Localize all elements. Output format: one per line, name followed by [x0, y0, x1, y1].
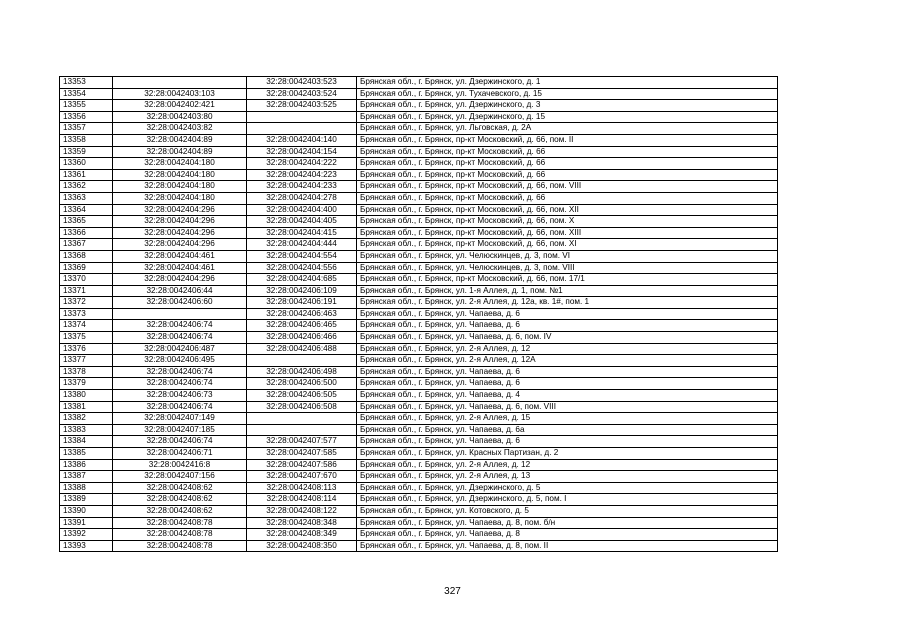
row-number-cell: 13386	[60, 459, 113, 471]
land-cadastral-number-cell: 32:28:0042407:149	[113, 413, 247, 425]
table-row	[60, 540, 778, 552]
object-cadastral-number-cell: 32:28:0042404:154	[247, 146, 357, 158]
object-cadastral-number-cell: 32:28:0042407:670	[247, 471, 357, 483]
address-cell: Брянская обл., г. Брянск, ул. Дзержинского, д. 1	[357, 77, 778, 89]
table-row	[60, 529, 778, 541]
table-row	[60, 308, 778, 320]
land-cadastral-number-cell: 32:28:0042404:296	[113, 216, 247, 228]
row-number-cell: 13357	[60, 123, 113, 135]
land-cadastral-number-cell: 32:28:0042404:180	[113, 158, 247, 170]
object-cadastral-number-cell	[247, 424, 357, 436]
land-cadastral-number-cell: 32:28:0042404:461	[113, 250, 247, 262]
land-cadastral-number-cell: 32:28:0042406:74	[113, 332, 247, 344]
land-cadastral-number-cell	[113, 308, 247, 320]
row-number-cell: 13379	[60, 378, 113, 390]
object-cadastral-number-cell: 32:28:0042406:508	[247, 401, 357, 413]
row-number-cell: 13392	[60, 529, 113, 541]
row-number-cell: 13391	[60, 517, 113, 529]
address-cell: Брянская обл., г. Брянск, ул. 2-я Аллея, д. 12	[357, 459, 778, 471]
object-cadastral-number-cell: 32:28:0042408:122	[247, 505, 357, 517]
land-cadastral-number-cell: 32:28:0042408:78	[113, 517, 247, 529]
row-number-cell: 13360	[60, 158, 113, 170]
object-cadastral-number-cell: 32:28:0042406:465	[247, 320, 357, 332]
row-number-cell: 13373	[60, 308, 113, 320]
row-number-cell: 13366	[60, 227, 113, 239]
row-number-cell: 13375	[60, 332, 113, 344]
table-row	[60, 111, 778, 123]
object-cadastral-number-cell: 32:28:0042406:466	[247, 332, 357, 344]
table-row	[60, 204, 778, 216]
land-cadastral-number-cell: 32:28:0042404:180	[113, 169, 247, 181]
table-row	[60, 482, 778, 494]
object-cadastral-number-cell: 32:28:0042406:109	[247, 285, 357, 297]
land-cadastral-number-cell: 32:28:0042406:60	[113, 297, 247, 309]
land-cadastral-number-cell: 32:28:0042404:180	[113, 181, 247, 193]
table-row	[60, 343, 778, 355]
table-row	[60, 134, 778, 146]
address-cell: Брянская обл., г. Брянск, ул. Чапаева, д. 8, пом. II	[357, 540, 778, 552]
object-cadastral-number-cell: 32:28:0042408:349	[247, 529, 357, 541]
address-cell: Брянская обл., г. Брянск, пр-кт Московский, д. 66, пом. VIII	[357, 181, 778, 193]
address-cell: Брянская обл., г. Брянск, ул. Дзержинского, д. 3	[357, 100, 778, 112]
object-cadastral-number-cell: 32:28:0042407:577	[247, 436, 357, 448]
address-cell: Брянская обл., г. Брянск, ул. Чапаева, д. 6, пом. VIII	[357, 401, 778, 413]
row-number-cell: 13376	[60, 343, 113, 355]
address-cell: Брянская обл., г. Брянск, ул. Чапаева, д. 6	[357, 308, 778, 320]
address-cell: Брянская обл., г. Брянск, пр-кт Московский, д. 66, пом. XII	[357, 204, 778, 216]
row-number-cell: 13356	[60, 111, 113, 123]
row-number-cell: 13363	[60, 192, 113, 204]
land-cadastral-number-cell: 32:28:0042404:461	[113, 262, 247, 274]
row-number-cell: 13358	[60, 134, 113, 146]
address-cell: Брянская обл., г. Брянск, ул. 1-я Аллея, д. 1, пом. №1	[357, 285, 778, 297]
address-cell: Брянская обл., г. Брянск, ул. Красных Партизан, д. 2	[357, 448, 778, 460]
object-cadastral-number-cell: 32:28:0042404:140	[247, 134, 357, 146]
row-number-cell: 13367	[60, 239, 113, 251]
address-cell: Брянская обл., г. Брянск, ул. Чапаева, д. 6	[357, 320, 778, 332]
table-row	[60, 494, 778, 506]
object-cadastral-number-cell	[247, 111, 357, 123]
land-cadastral-number-cell: 32:28:0042404:296	[113, 204, 247, 216]
object-cadastral-number-cell: 32:28:0042407:586	[247, 459, 357, 471]
address-cell: Брянская обл., г. Брянск, ул. 2-я Аллея, д. 15	[357, 413, 778, 425]
object-cadastral-number-cell: 32:28:0042404:223	[247, 169, 357, 181]
object-cadastral-number-cell: 32:28:0042404:444	[247, 239, 357, 251]
object-cadastral-number-cell: 32:28:0042404:554	[247, 250, 357, 262]
object-cadastral-number-cell: 32:28:0042403:525	[247, 100, 357, 112]
land-cadastral-number-cell: 32:28:0042408:78	[113, 529, 247, 541]
object-cadastral-number-cell: 32:28:0042406:505	[247, 390, 357, 402]
object-cadastral-number-cell: 32:28:0042406:488	[247, 343, 357, 355]
table-row	[60, 158, 778, 170]
land-cadastral-number-cell: 32:28:0042404:296	[113, 274, 247, 286]
address-cell: Брянская обл., г. Брянск, ул. 2-я Аллея, д. 12а, кв. 1#, пом. 1	[357, 297, 778, 309]
table-row	[60, 332, 778, 344]
address-cell: Брянская обл., г. Брянск, ул. Чапаева, д. 8	[357, 529, 778, 541]
row-number-cell: 13378	[60, 366, 113, 378]
land-cadastral-number-cell: 32:28:0042408:62	[113, 494, 247, 506]
object-cadastral-number-cell: 32:28:0042407:585	[247, 448, 357, 460]
row-number-cell: 13380	[60, 390, 113, 402]
address-cell: Брянская обл., г. Брянск, ул. Дзержинского, д. 5	[357, 482, 778, 494]
land-cadastral-number-cell: 32:28:0042403:80	[113, 111, 247, 123]
land-cadastral-number-cell: 32:28:0042407:185	[113, 424, 247, 436]
table-row	[60, 378, 778, 390]
land-cadastral-number-cell: 32:28:0042404:180	[113, 192, 247, 204]
land-cadastral-number-cell: 32:28:0042406:44	[113, 285, 247, 297]
object-cadastral-number-cell: 32:28:0042406:498	[247, 366, 357, 378]
land-cadastral-number-cell: 32:28:0042406:74	[113, 320, 247, 332]
object-cadastral-number-cell: 32:28:0042404:278	[247, 192, 357, 204]
address-cell: Брянская обл., г. Брянск, пр-кт Московский, д. 66, пом. X	[357, 216, 778, 228]
land-cadastral-number-cell: 32:28:0042408:62	[113, 482, 247, 494]
table-row	[60, 320, 778, 332]
table-row	[60, 505, 778, 517]
address-cell: Брянская обл., г. Брянск, ул. Чапаева, д. 8, пом. б/н	[357, 517, 778, 529]
address-cell: Брянская обл., г. Брянск, ул. Льговская, д. 2А	[357, 123, 778, 135]
row-number-cell: 13359	[60, 146, 113, 158]
land-cadastral-number-cell: 32:28:0042404:89	[113, 146, 247, 158]
object-cadastral-number-cell: 32:28:0042404:685	[247, 274, 357, 286]
page-number: 327	[444, 586, 461, 597]
row-number-cell: 13368	[60, 250, 113, 262]
row-number-cell: 13353	[60, 77, 113, 89]
object-cadastral-number-cell: 32:28:0042404:233	[247, 181, 357, 193]
table-row	[60, 517, 778, 529]
row-number-cell: 13382	[60, 413, 113, 425]
row-number-cell: 13362	[60, 181, 113, 193]
land-cadastral-number-cell: 32:28:0042408:62	[113, 505, 247, 517]
land-cadastral-number-cell: 32:28:0042404:296	[113, 239, 247, 251]
row-number-cell: 13369	[60, 262, 113, 274]
address-cell: Брянская обл., г. Брянск, пр-кт Московский, д. 66, пом. 17/1	[357, 274, 778, 286]
object-cadastral-number-cell: 32:28:0042404:405	[247, 216, 357, 228]
address-cell: Брянская обл., г. Брянск, пр-кт Московский, д. 66	[357, 192, 778, 204]
row-number-cell: 13390	[60, 505, 113, 517]
table-row	[60, 436, 778, 448]
land-cadastral-number-cell: 32:28:0042403:103	[113, 88, 247, 100]
row-number-cell: 13377	[60, 355, 113, 367]
address-cell: Брянская обл., г. Брянск, ул. 2-я Аллея, д. 12	[357, 343, 778, 355]
table-row	[60, 100, 778, 112]
land-cadastral-number-cell: 32:28:0042404:296	[113, 227, 247, 239]
row-number-cell: 13393	[60, 540, 113, 552]
row-number-cell: 13388	[60, 482, 113, 494]
land-cadastral-number-cell: 32:28:0042403:82	[113, 123, 247, 135]
land-cadastral-number-cell: 32:28:0042406:495	[113, 355, 247, 367]
row-number-cell: 13355	[60, 100, 113, 112]
row-number-cell: 13387	[60, 471, 113, 483]
object-cadastral-number-cell	[247, 123, 357, 135]
address-cell: Брянская обл., г. Брянск, ул. Чапаева, д. 4	[357, 390, 778, 402]
row-number-cell: 13384	[60, 436, 113, 448]
object-cadastral-number-cell: 32:28:0042403:523	[247, 77, 357, 89]
table-row	[60, 390, 778, 402]
address-cell: Брянская обл., г. Брянск, ул. Челюскинцев, д. 3, пом. VIII	[357, 262, 778, 274]
address-cell: Брянская обл., г. Брянск, ул. Дзержинского, д. 15	[357, 111, 778, 123]
table-row	[60, 262, 778, 274]
table-row	[60, 274, 778, 286]
row-number-cell: 13389	[60, 494, 113, 506]
object-cadastral-number-cell: 32:28:0042404:556	[247, 262, 357, 274]
object-cadastral-number-cell: 32:28:0042408:350	[247, 540, 357, 552]
table-row	[60, 77, 778, 89]
object-cadastral-number-cell: 32:28:0042404:222	[247, 158, 357, 170]
table-row	[60, 227, 778, 239]
table-row	[60, 297, 778, 309]
land-cadastral-number-cell: 32:28:0042404:89	[113, 134, 247, 146]
address-cell: Брянская обл., г. Брянск, ул. Котовского, д. 5	[357, 505, 778, 517]
object-cadastral-number-cell: 32:28:0042406:500	[247, 378, 357, 390]
address-cell: Брянская обл., г. Брянск, пр-кт Московский, д. 66	[357, 158, 778, 170]
land-cadastral-number-cell	[113, 77, 247, 89]
address-cell: Брянская обл., г. Брянск, пр-кт Московский, д. 66	[357, 169, 778, 181]
address-cell: Брянская обл., г. Брянск, ул. Чапаева, д. 6, пом. IV	[357, 332, 778, 344]
table-row	[60, 401, 778, 413]
row-number-cell: 13361	[60, 169, 113, 181]
table-row	[60, 169, 778, 181]
register-table	[59, 76, 778, 552]
address-cell: Брянская обл., г. Брянск, пр-кт Московский, д. 66, пом. II	[357, 134, 778, 146]
table-row	[60, 471, 778, 483]
table-row	[60, 88, 778, 100]
object-cadastral-number-cell: 32:28:0042408:113	[247, 482, 357, 494]
table-row	[60, 192, 778, 204]
land-cadastral-number-cell: 32:28:0042406:73	[113, 390, 247, 402]
land-cadastral-number-cell: 32:28:0042406:74	[113, 378, 247, 390]
row-number-cell: 13381	[60, 401, 113, 413]
land-cadastral-number-cell: 32:28:0042406:487	[113, 343, 247, 355]
address-cell: Брянская обл., г. Брянск, ул. Чапаева, д. 6	[357, 366, 778, 378]
table-row	[60, 250, 778, 262]
table-row	[60, 181, 778, 193]
object-cadastral-number-cell: 32:28:0042408:114	[247, 494, 357, 506]
address-cell: Брянская обл., г. Брянск, пр-кт Московский, д. 66, пом. XI	[357, 239, 778, 251]
address-cell: Брянская обл., г. Брянск, ул. Дзержинского, д. 5, пом. I	[357, 494, 778, 506]
table-row	[60, 424, 778, 436]
land-cadastral-number-cell: 32:28:0042406:74	[113, 366, 247, 378]
land-cadastral-number-cell: 32:28:0042407:156	[113, 471, 247, 483]
table-row	[60, 448, 778, 460]
register-table-body	[60, 77, 778, 552]
address-cell: Брянская обл., г. Брянск, ул. Чапаева, д. 6а	[357, 424, 778, 436]
row-number-cell: 13370	[60, 274, 113, 286]
row-number-cell: 13371	[60, 285, 113, 297]
row-number-cell: 13354	[60, 88, 113, 100]
land-cadastral-number-cell: 32:28:0042406:74	[113, 436, 247, 448]
address-cell: Брянская обл., г. Брянск, ул. Челюскинцев, д. 3, пом. VI	[357, 250, 778, 262]
table-row	[60, 123, 778, 135]
land-cadastral-number-cell: 32:28:0042406:74	[113, 401, 247, 413]
object-cadastral-number-cell	[247, 413, 357, 425]
table-row	[60, 459, 778, 471]
table-row	[60, 239, 778, 251]
table-row	[60, 146, 778, 158]
table-row	[60, 413, 778, 425]
address-cell: Брянская обл., г. Брянск, пр-кт Московский, д. 66, пом. XIII	[357, 227, 778, 239]
land-cadastral-number-cell: 32:28:0042406:71	[113, 448, 247, 460]
land-cadastral-number-cell: 32:28:0042408:78	[113, 540, 247, 552]
row-number-cell: 13385	[60, 448, 113, 460]
object-cadastral-number-cell: 32:28:0042406:191	[247, 297, 357, 309]
object-cadastral-number-cell: 32:28:0042408:348	[247, 517, 357, 529]
object-cadastral-number-cell: 32:28:0042404:400	[247, 204, 357, 216]
table-row	[60, 355, 778, 367]
land-cadastral-number-cell: 32:28:0042402:421	[113, 100, 247, 112]
row-number-cell: 13383	[60, 424, 113, 436]
table-row	[60, 216, 778, 228]
address-cell: Брянская обл., г. Брянск, ул. Чапаева, д. 6	[357, 378, 778, 390]
land-cadastral-number-cell: 32:28:0042416:8	[113, 459, 247, 471]
address-cell: Брянская обл., г. Брянск, ул. Тухачевского, д. 15	[357, 88, 778, 100]
row-number-cell: 13365	[60, 216, 113, 228]
row-number-cell: 13372	[60, 297, 113, 309]
address-cell: Брянская обл., г. Брянск, ул. 2-я Аллея, д. 12А	[357, 355, 778, 367]
object-cadastral-number-cell	[247, 355, 357, 367]
object-cadastral-number-cell: 32:28:0042406:463	[247, 308, 357, 320]
address-cell: Брянская обл., г. Брянск, пр-кт Московский, д. 66	[357, 146, 778, 158]
table-row	[60, 285, 778, 297]
object-cadastral-number-cell: 32:28:0042403:524	[247, 88, 357, 100]
address-cell: Брянская обл., г. Брянск, ул. 2-я Аллея, д. 13	[357, 471, 778, 483]
row-number-cell: 13374	[60, 320, 113, 332]
table-row	[60, 366, 778, 378]
address-cell: Брянская обл., г. Брянск, ул. Чапаева, д. 6	[357, 436, 778, 448]
row-number-cell: 13364	[60, 204, 113, 216]
object-cadastral-number-cell: 32:28:0042404:415	[247, 227, 357, 239]
